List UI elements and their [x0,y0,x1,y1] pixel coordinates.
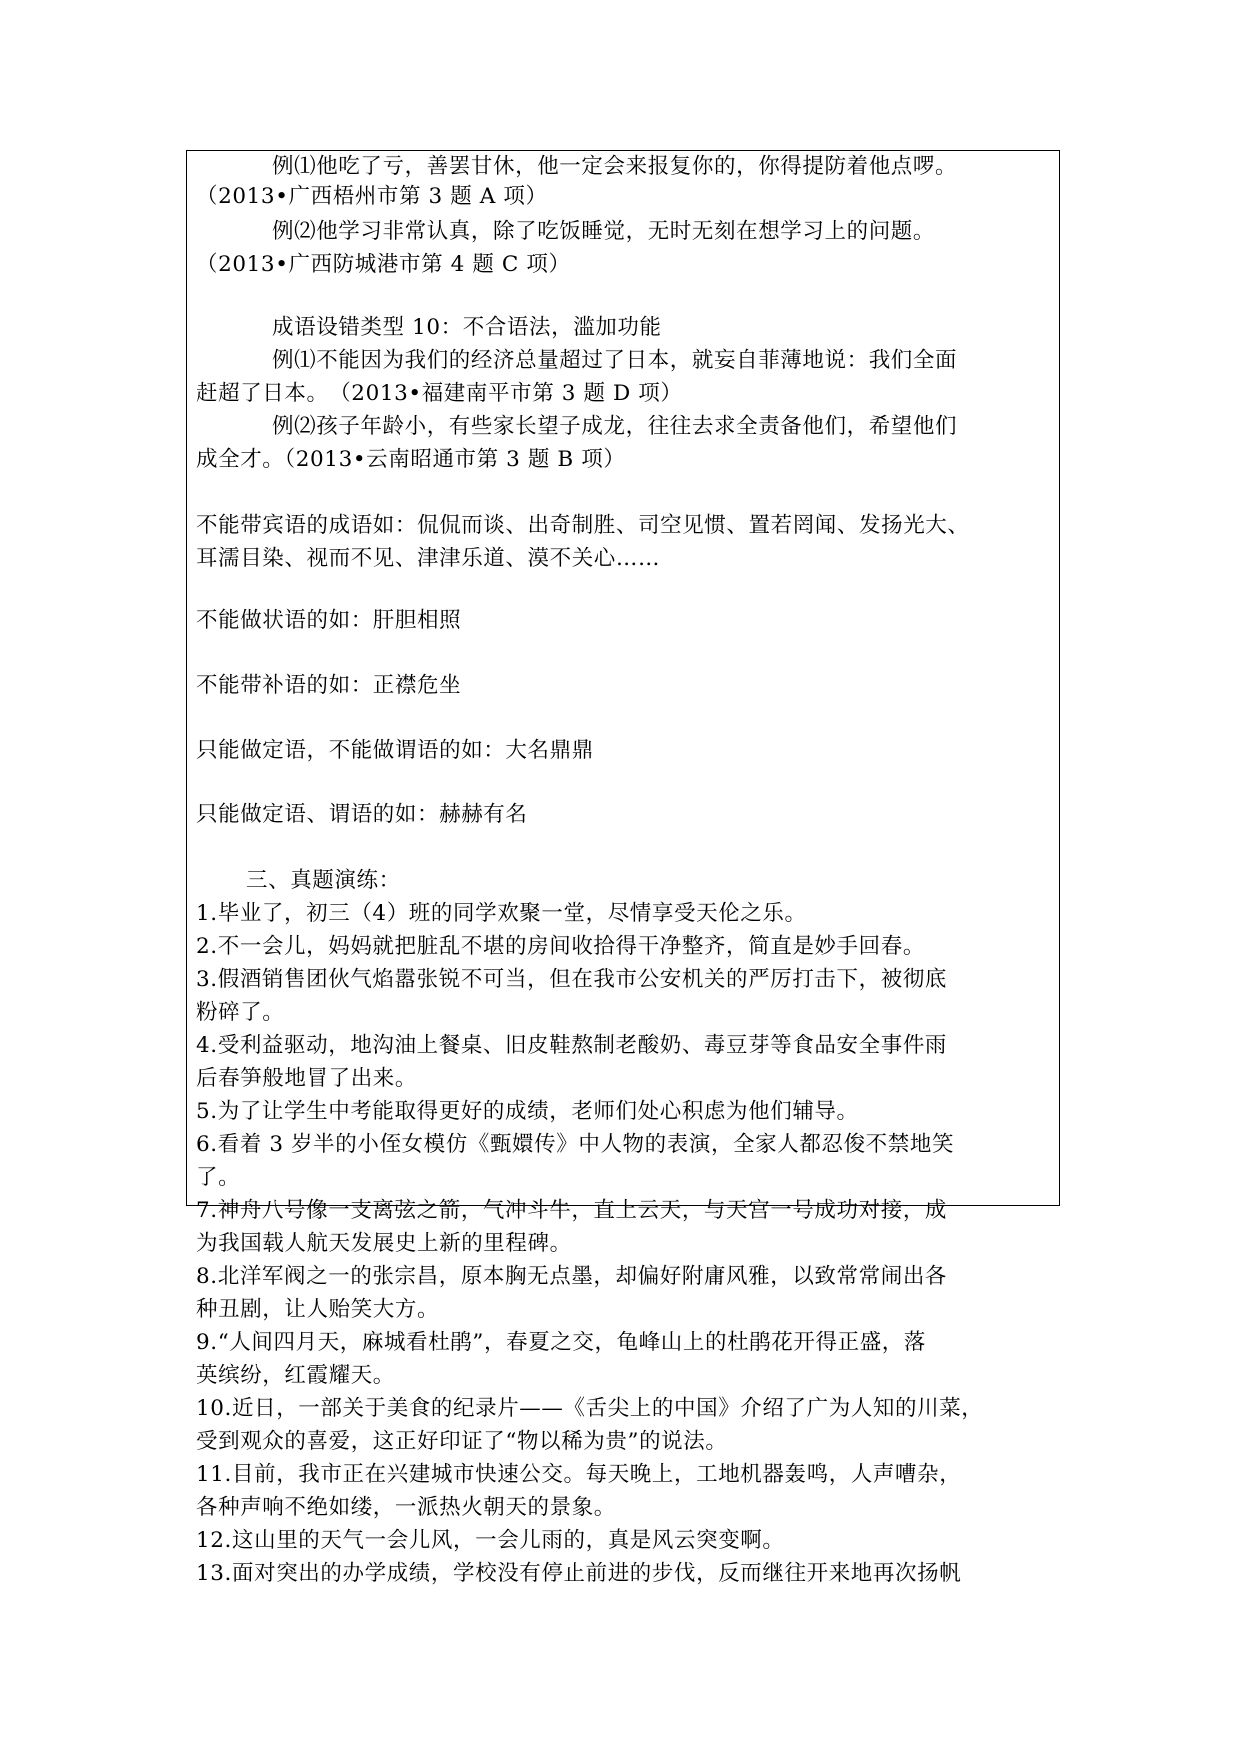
practice-line: 粉碎了。 [196,1000,285,1025]
practice-line: 9.“人间四月天，麻城看杜鹃”，春夏之交，龟峰山上的杜鹃花开得正盛，落 [196,1330,926,1355]
note-no-object-line2: 耳濡目染、视而不见、津津乐道、漠不关心…… [196,546,661,571]
s10-example1-line2: 赶超了日本。 （2013•福建南平市第 3 题 D 项） [196,381,683,406]
s10-example1-line1: 例⑴不能因为我们的经济总量超过了日本，就妄自菲薄地说：我们全面 [272,348,958,373]
s10-heading: 成语设错类型 10：不合语法，滥加功能 [272,315,662,340]
practice-line: 1.毕业了，初三（4）班的同学欢聚一堂，尽情享受天伦之乐。 [196,901,807,926]
note-attributive-only: 只能做定语，不能做谓语的如：大名鼎鼎 [196,738,594,763]
practice-line: 11.目前，我市正在兴建城市快速公交。每天晚上，工地机器轰鸣，人声嘈杂， [196,1462,962,1487]
s9-example2-line1: 例⑵他学习非常认真，除了吃饭睡觉，无时无刻在想学习上的问题。 [272,219,936,244]
practice-line: 英缤纷，红霞耀天。 [196,1363,395,1388]
practice-line: 10.近日，一部关于美食的纪录片——《舌尖上的中国》介绍了广为人知的川菜， [196,1396,984,1421]
s9-example1-line1: 例⑴他吃了亏，善罢甘休，他一定会来报复你的，你得提防着他点啰。 [272,154,958,179]
s10-example2-line2: 成全才。（2013•云南昭通市第 3 题 B 项） [196,447,626,472]
note-no-complement: 不能带补语的如：正襟危坐 [196,673,462,698]
note-attributive-predicate: 只能做定语、谓语的如：赫赫有名 [196,802,528,827]
practice-line: 12.这山里的天气一会儿风，一会儿雨的，真是风云突变啊。 [196,1528,785,1553]
practice-line: 13.面对突出的办学成绩，学校没有停止前进的步伐，反而继往开来地再次扬帆 [196,1561,962,1586]
s10-example2-line1: 例⑵孩子年龄小，有些家长望子成龙，往往去求全责备他们，希望他们 [272,414,958,439]
practice-line: 2.不一会儿，妈妈就把脏乱不堪的房间收拾得干净整齐，简直是妙手回春。 [196,934,925,959]
practice-heading: 三、真题演练： [246,868,401,893]
s9-example1-source: （2013•广西梧州市第 3 题 A 项） [196,184,548,209]
practice-line: 后春笋般地冒了出来。 [196,1066,418,1091]
note-no-adverbial: 不能做状语的如：肝胆相照 [196,608,462,633]
practice-line: 6.看着 3 岁半的小侄女模仿《甄嬛传》中人物的表演，全家人都忍俊不禁地笑 [196,1132,955,1157]
practice-line: 4.受利益驱动，地沟油上餐桌、旧皮鞋熬制老酸奶、毒豆芽等食品安全事件雨 [196,1033,948,1058]
practice-line: 受到观众的喜爱，这正好印证了“物以稀为贵”的说法。 [196,1429,728,1454]
practice-line: 8.北洋军阀之一的张宗昌，原本胸无点墨，却偏好附庸风雅，以致常常闹出各 [196,1264,948,1289]
practice-line: 5.为了让学生中考能取得更好的成绩，老师们处心积虑为他们辅导。 [196,1099,859,1124]
practice-line: 7.神舟八号像一支离弦之箭，气冲斗牛，直上云天，与天宫一号成功对接，成 [196,1198,948,1223]
practice-line: 了。 [196,1165,241,1190]
note-no-object-line1: 不能带宾语的成语如：侃侃而谈、出奇制胜、司空见惯、置若罔闻、发扬光大、 [196,513,970,538]
practice-line: 为我国载人航天发展史上新的里程碑。 [196,1231,572,1256]
practice-line: 3.假酒销售团伙气焰嚣张锐不可当，但在我市公安机关的严厉打击下，被彻底 [196,967,948,992]
practice-line: 种丑剧，让人贻笑大方。 [196,1297,440,1322]
s9-example2-source: （2013•广西防城港市第 4 题 C 项） [196,252,571,277]
practice-line: 各种声响不绝如缕，一派热火朝天的景象。 [196,1495,616,1520]
